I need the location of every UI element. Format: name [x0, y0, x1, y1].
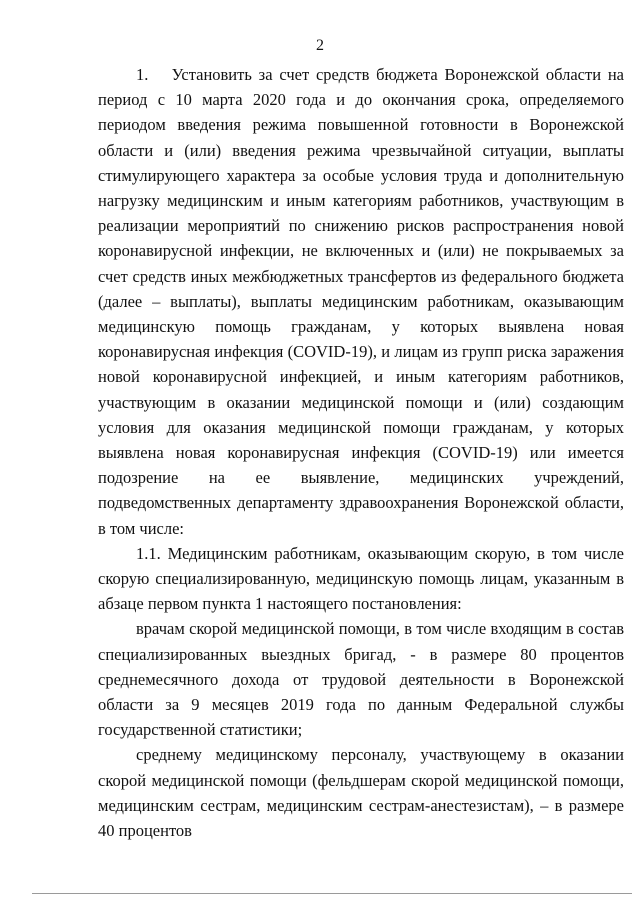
page-number: 2	[316, 37, 324, 54]
paragraph-doctors: врачам скорой медицинской помощи, в том числе входящим в состав специализированных выездных бригад, - в размере 80 процентов среднемесячного дохода от трудовой деятельности в Воронежской области за 9 месяцев 2019 года по данным Федеральной службы государственной статистики;	[98, 619, 624, 740]
bottom-divider	[32, 893, 632, 894]
paragraph-1-1: 1.1. Медицинским работникам, оказывающим скорую, в том числе скорую специализированную, медицинскую помощь лицам, указанным в абзаце первом пункта 1 настоящего постановления:	[98, 543, 624, 614]
paragraph-nurses: среднему медицинскому персоналу, участвующему в оказании скорой медицинской помощи (фельдшерам скорой медицинской помощи, медицинским сестрам, медицинским сестрам-анестезистам), – в размере 40 процентов	[98, 745, 624, 841]
paragraph-1: 1. Установить за счет средств бюджета Воронежской области на период с 10 марта 2020 года и до окончания срока, определяемого периодом введения режима повышенной готовности в Воронежской области и (или) введения режима чрезвычайной ситуации, выплаты стимулирующего характера за особые условия труда и дополнительную нагрузку медицинским и иным категориям работников, участвующим в реализации мероприятий по снижению рисков распространения новой коронавирусной инфекции, не включенных и (или) не покрываемых за счет средств иных межбюджетных трансфертов из федерального бюджета (далее – выплаты), выплаты медицинским работникам, оказывающим медицинскую помощь гражданам, у которых выявлена новая коронавирусная инфекция (COVID-19), и лицам из групп риска заражения новой коронавирусной инфекцией, и иным категориям работников, участвующим в оказании медицинской помощи и (или) создающим условия для оказания медицинской помощи гражданам, у которых выявлена новая коронавирусная инфекция (COVID-19) или имеется подозрение на ее выявление, медицинских учреждений, подведомственных департаменту здравоохранения Воронежской области, в том числе:	[98, 65, 624, 538]
document-body	[98, 62, 624, 843]
